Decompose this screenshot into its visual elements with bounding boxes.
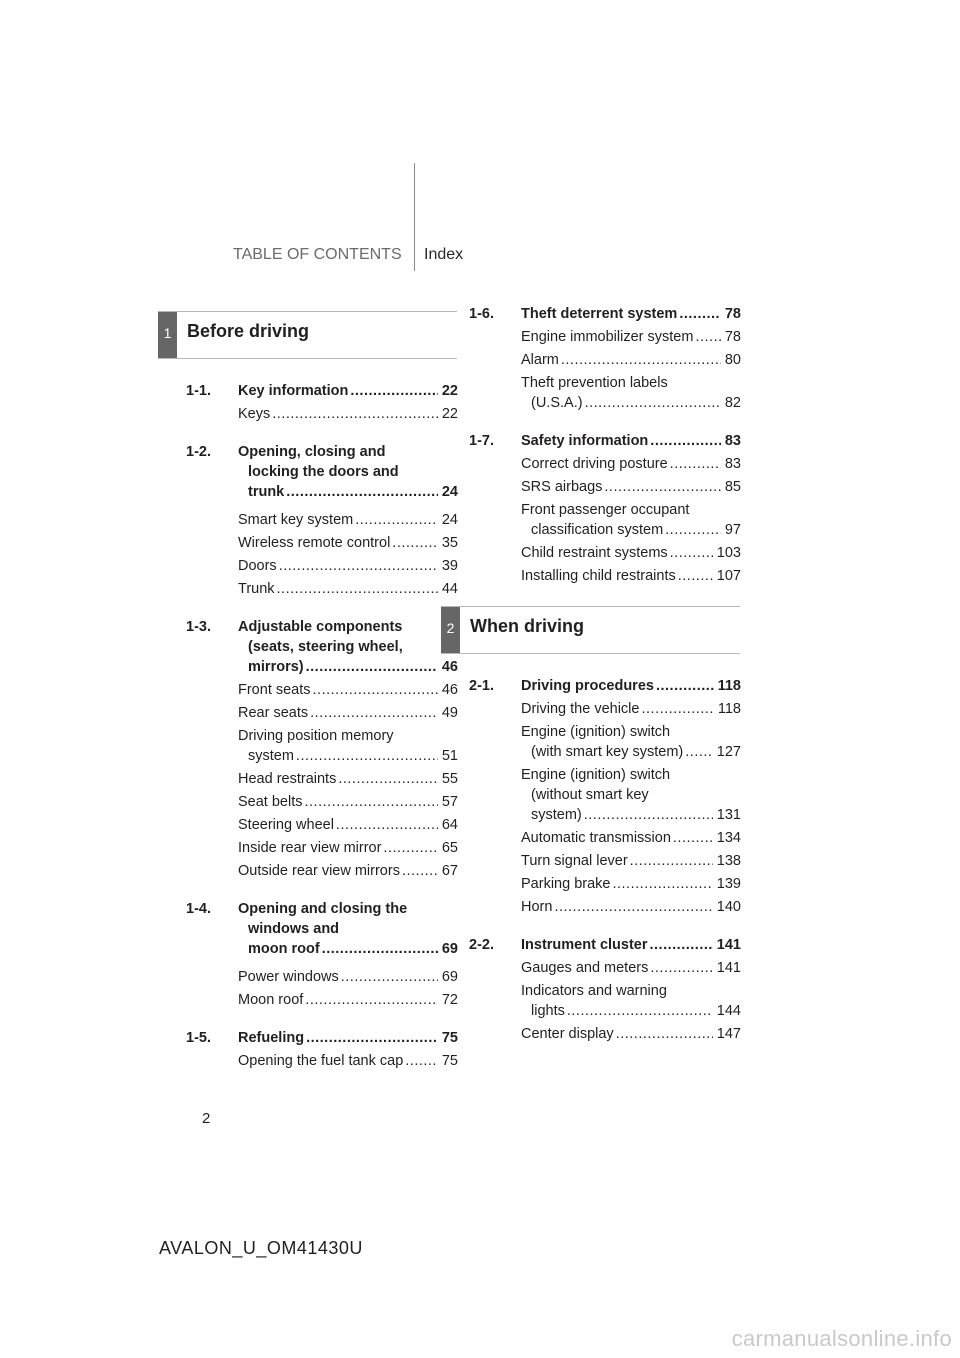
toc-line: [238, 939, 458, 959]
toc-line: [521, 722, 741, 742]
toc-line-text: Instrument cluster: [521, 937, 648, 953]
toc-line: [521, 431, 741, 451]
toc-line: [521, 699, 741, 719]
toc-line: [521, 304, 741, 324]
chapter-title: [238, 899, 458, 959]
toc-line: [521, 566, 741, 586]
toc-line-text: Safety information: [521, 433, 649, 449]
toc-line: [521, 1001, 741, 1021]
toc-line: [521, 958, 741, 978]
toc-column-left: [158, 311, 458, 1071]
toc-line-text: Refueling: [238, 1030, 305, 1046]
page-ref: 78: [724, 329, 741, 345]
toc-column-right: [441, 304, 741, 1044]
chapter-number: 2-2.: [469, 937, 494, 953]
page-ref: 75: [441, 1053, 458, 1069]
chapter-number: 1-2.: [186, 444, 211, 460]
entry-ignition-smart-key[interactable]: [521, 722, 741, 762]
page-ref: 85: [724, 479, 741, 495]
toc-line: [521, 454, 741, 474]
entry-doors[interactable]: [238, 556, 458, 576]
toc-line: [238, 899, 458, 919]
dot-leader: [650, 935, 713, 955]
chapter-number: 1-1.: [186, 383, 211, 399]
toc-line-text: Theft deterrent system: [521, 306, 678, 322]
dot-leader: [670, 454, 721, 474]
page-ref: 44: [441, 581, 458, 597]
toc-line-text: Turn signal lever: [521, 853, 628, 869]
toc-line-text: Keys: [238, 406, 271, 422]
toc-line-text: Power windows: [238, 969, 339, 985]
page-ref: 118: [717, 678, 741, 694]
toc-line: [521, 785, 741, 805]
toc-line-text: Engine (ignition) switch: [521, 724, 671, 740]
page-ref: 97: [724, 522, 741, 538]
toc-line: [521, 477, 741, 497]
entry-gauges-and-meters[interactable]: [521, 958, 741, 978]
manual-code: AVALON_U_OM41430U: [159, 1238, 363, 1258]
page-ref: 24: [441, 484, 458, 500]
entry-inside-mirror[interactable]: [238, 838, 458, 858]
entry-driving-position-memory[interactable]: [238, 726, 458, 766]
page-ref: 65: [441, 840, 458, 856]
dot-leader: [670, 543, 713, 563]
section-title: When driving: [470, 616, 584, 636]
entry-occupant-classification[interactable]: [521, 500, 741, 540]
page-ref: 138: [716, 853, 741, 869]
toc-line-text: lights: [531, 1003, 565, 1019]
toc-line-text: Front seats: [238, 682, 311, 698]
page-ref: 82: [724, 395, 741, 411]
toc-line-text: Gauges and meters: [521, 960, 649, 976]
toc-line-text: Theft prevention labels: [521, 375, 668, 391]
index-link[interactable]: Index: [424, 246, 464, 263]
toc-line: [521, 828, 741, 848]
toc-line: [238, 657, 458, 677]
chapter-number: 1-7.: [469, 433, 494, 449]
chapter-number: 1-4.: [186, 901, 211, 917]
toc-line-text: Head restraints: [238, 771, 337, 787]
page-ref: 107: [716, 568, 741, 584]
entry-moon-roof[interactable]: [238, 990, 458, 1010]
entry-automatic-transmission[interactable]: [521, 828, 741, 848]
toc-line: [521, 981, 741, 1001]
toc-line-text: Indicators and warning: [521, 983, 667, 999]
toc-line: [238, 617, 458, 637]
dot-leader: [673, 828, 713, 848]
dot-leader: [341, 967, 438, 987]
page-ref: 22: [441, 383, 458, 399]
dot-leader: [279, 556, 438, 576]
page-ref: 69: [441, 969, 458, 985]
toc-line: [238, 703, 458, 723]
page-ref: 78: [724, 306, 741, 322]
toc-line: [238, 861, 458, 881]
toc-line: [238, 462, 458, 482]
toc-line-text: Front passenger occupant: [521, 502, 690, 518]
page-ref: 131: [716, 807, 741, 823]
toc-line-text: moon roof: [248, 941, 320, 957]
toc-line: [238, 381, 458, 401]
section-title: Before driving: [187, 321, 310, 341]
toc-line-text: Key information: [238, 383, 349, 399]
toc-line-text: trunk: [248, 484, 285, 500]
toc-line-text: Outside rear view mirrors: [238, 863, 400, 879]
toc-line-text: system: [248, 748, 294, 764]
page-ref: 141: [716, 960, 741, 976]
toc-link[interactable]: TABLE OF CONTENTS: [233, 246, 402, 263]
toc-line: [521, 373, 741, 393]
page-ref: 64: [441, 817, 458, 833]
page-ref: 139: [716, 876, 741, 892]
chapter-title: [238, 442, 458, 502]
entry-driving-the-vehicle[interactable]: [521, 699, 741, 719]
toc-line: [521, 1024, 741, 1044]
toc-line-text: Trunk: [238, 581, 275, 597]
chapter-title: [238, 617, 458, 677]
toc-line-text: (with smart key system): [531, 744, 684, 760]
chapter-title: [521, 304, 741, 324]
section-number: 2: [441, 607, 460, 653]
toc-line: [238, 533, 458, 553]
toc-line: [238, 637, 458, 657]
page-ref: 57: [441, 794, 458, 810]
dot-leader: [306, 1028, 438, 1048]
chapter-title: [521, 431, 741, 451]
entry-alarm[interactable]: [521, 350, 741, 370]
entry-trunk[interactable]: [238, 579, 458, 599]
entry-driving-posture[interactable]: [521, 454, 741, 474]
dot-leader: [665, 520, 721, 540]
dot-leader: [355, 510, 438, 530]
watermark: carmanualsonline.info: [731, 1326, 952, 1351]
toc-line: [521, 765, 741, 785]
entry-theft-labels[interactable]: [521, 373, 741, 413]
dot-leader: [554, 897, 712, 917]
chapter-1-3[interactable]: [158, 617, 458, 677]
chapter-title: [521, 676, 741, 696]
toc-line-text: mirrors): [248, 659, 304, 675]
toc-line-text: Child restraint systems: [521, 545, 668, 561]
chapter-number: 1-5.: [186, 1030, 211, 1046]
dot-leader: [313, 680, 438, 700]
entry-keys[interactable]: [238, 404, 458, 424]
entry-engine-immobilizer[interactable]: [521, 327, 741, 347]
toc-line-text: Doors: [238, 558, 277, 574]
toc-line: [238, 442, 458, 462]
toc-line-text: Opening and closing the: [238, 901, 408, 917]
page-ref: 51: [441, 748, 458, 764]
chapter-1-7[interactable]: [441, 431, 741, 451]
entry-seat-belts[interactable]: [238, 792, 458, 812]
toc-line: [238, 482, 458, 502]
dot-leader: [678, 566, 713, 586]
page-ref: 144: [716, 1003, 741, 1019]
dot-leader: [296, 746, 438, 766]
toc-line-text: Wireless remote control: [238, 535, 391, 551]
toc-line-text: Smart key system: [238, 512, 354, 528]
page-ref: 140: [716, 899, 741, 915]
toc-line: [238, 815, 458, 835]
entry-ignition-no-smart-key[interactable]: [521, 765, 741, 825]
dot-leader: [630, 851, 713, 871]
toc-line-text: classification system: [531, 522, 664, 538]
dot-leader: [405, 1051, 438, 1071]
dot-leader: [392, 533, 438, 553]
toc-line: [521, 874, 741, 894]
toc-line: [238, 556, 458, 576]
entry-horn[interactable]: [521, 897, 741, 917]
toc-line: [521, 393, 741, 413]
chapter-1-4[interactable]: [158, 899, 458, 959]
section-header-1[interactable]: [158, 311, 457, 359]
toc-line: [238, 792, 458, 812]
toc-line-text: Inside rear view mirror: [238, 840, 382, 856]
entry-installing-child-restraints[interactable]: [521, 566, 741, 586]
page-ref: 147: [716, 1026, 741, 1042]
chapter-title: [238, 381, 458, 401]
toc-line-text: system): [531, 807, 582, 823]
toc-line: [521, 543, 741, 563]
toc-line: [521, 805, 741, 825]
page-ref: 75: [441, 1030, 458, 1046]
dot-leader: [402, 861, 438, 881]
chapter-number: 1-3.: [186, 619, 211, 635]
toc-line: [238, 838, 458, 858]
page-ref: 83: [724, 433, 741, 449]
page-ref: 24: [441, 512, 458, 528]
toc-line-text: Steering wheel: [238, 817, 334, 833]
dot-leader: [612, 874, 712, 894]
toc-line-text: SRS airbags: [521, 479, 603, 495]
page-ref: 46: [441, 682, 458, 698]
dot-leader: [277, 579, 438, 599]
page-ref: 80: [724, 352, 741, 368]
toc-line: [238, 680, 458, 700]
dot-leader: [305, 990, 438, 1010]
dot-leader: [585, 393, 721, 413]
toc-line: [521, 350, 741, 370]
chapter-1-6[interactable]: [441, 304, 741, 324]
dot-leader: [641, 699, 713, 719]
toc-line: [238, 510, 458, 530]
section-header-2[interactable]: [441, 606, 740, 654]
toc-line-text: Rear seats: [238, 705, 309, 721]
page-ref: 127: [716, 744, 741, 760]
toc-line-text: Opening, closing and: [238, 444, 386, 460]
dot-leader: [584, 805, 713, 825]
toc-line: [238, 769, 458, 789]
page-ref: 134: [716, 830, 741, 846]
toc-line-text: Center display: [521, 1026, 614, 1042]
dot-leader: [336, 815, 438, 835]
toc-line-text: (U.S.A.): [531, 395, 583, 411]
toc-line: [238, 990, 458, 1010]
dot-leader: [650, 431, 721, 451]
entry-power-windows[interactable]: [238, 967, 458, 987]
toc-line-text: Alarm: [521, 352, 559, 368]
toc-line-text: Correct driving posture: [521, 456, 668, 472]
entry-srs-airbags[interactable]: [521, 477, 741, 497]
entry-center-display[interactable]: [521, 1024, 741, 1044]
entry-smart-key-system[interactable]: [238, 510, 458, 530]
toc-line: [238, 1028, 458, 1048]
toc-line: [238, 579, 458, 599]
page-ref: 39: [441, 558, 458, 574]
entry-wireless-remote[interactable]: [238, 533, 458, 553]
toc-line: [521, 327, 741, 347]
dot-leader: [561, 350, 721, 370]
page-ref: 118: [717, 701, 741, 717]
toc-line-text: Driving position memory: [238, 728, 394, 744]
dot-leader: [310, 703, 438, 723]
page-ref: 55: [441, 771, 458, 787]
entry-parking-brake[interactable]: [521, 874, 741, 894]
toc-line-text: Opening the fuel tank cap: [238, 1053, 404, 1069]
entry-steering-wheel[interactable]: [238, 815, 458, 835]
toc-line: [238, 1051, 458, 1071]
toc-line-text: Installing child restraints: [521, 568, 676, 584]
section-number: 1: [158, 312, 177, 358]
dot-leader: [383, 838, 437, 858]
dot-leader: [679, 304, 721, 324]
toc-line: [238, 726, 458, 746]
chapter-number: 2-1.: [469, 678, 494, 694]
toc-line: [521, 851, 741, 871]
toc-line-text: Seat belts: [238, 794, 303, 810]
page-ref: 67: [441, 863, 458, 879]
toc-line: [521, 676, 741, 696]
page-ref: 103: [716, 545, 741, 561]
chapter-title: [521, 935, 741, 955]
toc-line-text: (seats, steering wheel,: [248, 639, 403, 655]
toc-line-text: (without smart key: [531, 787, 649, 803]
dot-leader: [616, 1024, 713, 1044]
toc-line: [238, 746, 458, 766]
toc-line: [521, 742, 741, 762]
page-ref: 49: [441, 705, 458, 721]
toc-line-text: Driving procedures: [521, 678, 654, 694]
dot-leader: [286, 482, 438, 502]
page-ref: 35: [441, 535, 458, 551]
toc-line: [521, 897, 741, 917]
dot-leader: [650, 958, 712, 978]
dot-leader: [350, 381, 437, 401]
toc-line-text: windows and: [248, 921, 340, 937]
chapter-number: 1-6.: [469, 306, 494, 322]
chapter-2-2[interactable]: [441, 935, 741, 955]
nav-divider: [414, 163, 415, 271]
page-ref: 69: [441, 941, 458, 957]
toc-line-text: Moon roof: [238, 992, 304, 1008]
entry-rear-seats[interactable]: [238, 703, 458, 723]
toc-line: [238, 404, 458, 424]
dot-leader: [272, 404, 438, 424]
dot-leader: [306, 657, 438, 677]
entry-head-restraints[interactable]: [238, 769, 458, 789]
toc-line-text: Driving the vehicle: [521, 701, 640, 717]
dot-leader: [656, 676, 714, 696]
dot-leader: [322, 939, 438, 959]
toc-line: [238, 919, 458, 939]
toc-line-text: Adjustable components: [238, 619, 403, 635]
chapter-1-2[interactable]: [158, 442, 458, 502]
entry-front-seats[interactable]: [238, 680, 458, 700]
page-ref: 141: [716, 937, 741, 953]
entry-fuel-tank-cap[interactable]: [238, 1051, 458, 1071]
page-ref: 72: [441, 992, 458, 1008]
dot-leader: [305, 792, 438, 812]
toc-line-text: Automatic transmission: [521, 830, 671, 846]
dot-leader: [685, 742, 713, 762]
page-ref: 46: [441, 659, 458, 675]
dot-leader: [604, 477, 720, 497]
chapter-1-1[interactable]: [158, 381, 458, 401]
page-ref: 22: [441, 406, 458, 422]
toc-line: [238, 967, 458, 987]
chapter-title: [238, 1028, 458, 1048]
dot-leader: [338, 769, 438, 789]
entry-indicators-warning-lights[interactable]: [521, 981, 741, 1021]
entry-outside-mirrors[interactable]: [238, 861, 458, 881]
toc-line-text: Engine immobilizer system: [521, 329, 694, 345]
chapter-2-1[interactable]: [441, 676, 741, 696]
toc-line: [521, 935, 741, 955]
toc-line: [521, 500, 741, 520]
toc-line-text: Parking brake: [521, 876, 611, 892]
page-number: 2: [202, 1110, 211, 1127]
chapter-1-5[interactable]: [158, 1028, 458, 1048]
toc-line: [521, 520, 741, 540]
entry-turn-signal-lever[interactable]: [521, 851, 741, 871]
toc-line-text: locking the doors and: [248, 464, 399, 480]
dot-leader: [695, 327, 720, 347]
page-ref: 83: [724, 456, 741, 472]
toc-line-text: Horn: [521, 899, 553, 915]
dot-leader: [567, 1001, 713, 1021]
toc-line-text: Engine (ignition) switch: [521, 767, 671, 783]
entry-child-restraint-systems[interactable]: [521, 543, 741, 563]
